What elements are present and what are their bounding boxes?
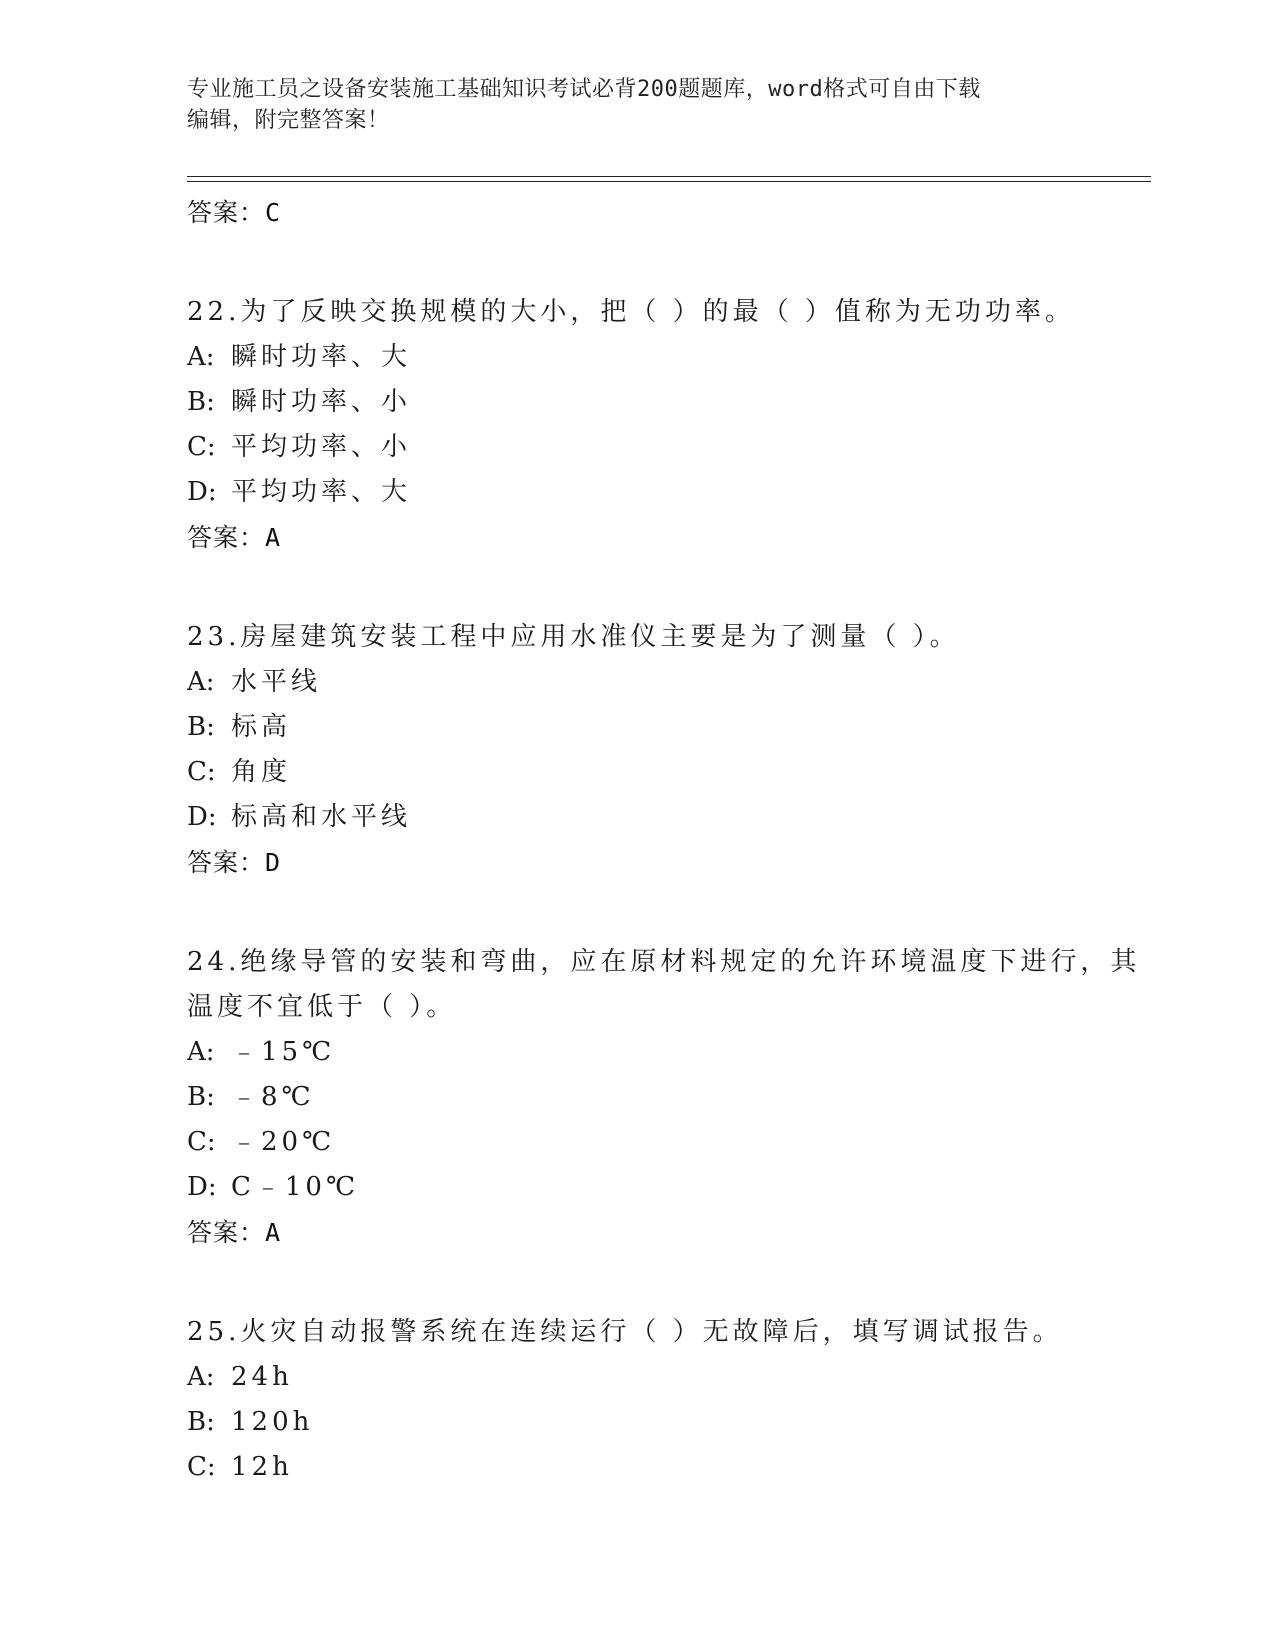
option-text: 24h <box>231 1362 293 1392</box>
option-c <box>187 1445 1147 1490</box>
option-label: C: <box>187 757 216 787</box>
option-c <box>187 425 1147 470</box>
option-text: 120h <box>231 1407 314 1437</box>
option-c <box>187 1120 1147 1165</box>
option-text: 瞬时功率、小 <box>231 387 412 417</box>
question-text: 22.为了反映交换规模的大小，把（ ）的最（ ）值称为无功功率。 <box>187 297 1075 327</box>
option-text: ﹣15℃ <box>231 1037 336 1067</box>
answer-line: 答案：C <box>187 198 282 227</box>
option-text: 瞬时功率、大 <box>231 342 412 372</box>
option-a <box>187 1030 1147 1075</box>
option-b <box>187 1075 1147 1120</box>
option-label: A: <box>187 667 215 697</box>
option-c <box>187 750 1147 795</box>
question-text: 25.火灾自动报警系统在连续运行（ ）无故障后，填写调试报告。 <box>187 1317 1063 1347</box>
option-label: B: <box>187 1407 215 1437</box>
option-text: 标高和水平线 <box>231 802 412 832</box>
option-text: C﹣10℃ <box>231 1172 360 1202</box>
option-text: 12h <box>231 1452 293 1482</box>
header-divider-top <box>187 176 1151 177</box>
option-label: B: <box>187 387 215 417</box>
option-d <box>187 1165 1147 1210</box>
option-label: A: <box>187 1037 215 1067</box>
option-d <box>187 795 1147 840</box>
question-text: 24.绝缘导管的安装和弯曲，应在原材料规定的允许环境温度下进行，其温度不宜低于（ ）。 <box>187 947 1141 1022</box>
option-label: A: <box>187 342 215 372</box>
option-label: B: <box>187 712 215 742</box>
header-line-1: 专业施工员之设备安装施工基础知识考试必背200题题库，word格式可自由下载 <box>187 77 981 102</box>
option-b <box>187 380 1147 425</box>
option-a <box>187 335 1147 380</box>
option-label: A: <box>187 1362 215 1392</box>
question-text: 23.房屋建筑安装工程中应用水准仪主要是为了测量（ ）。 <box>187 622 960 652</box>
option-b <box>187 1400 1147 1445</box>
option-label: B: <box>187 1082 215 1112</box>
option-text: 水平线 <box>231 667 322 697</box>
option-b <box>187 705 1147 750</box>
option-text: 平均功率、小 <box>231 432 412 462</box>
header-line-2: 编辑，附完整答案！ <box>187 108 390 133</box>
answer-line: 答案：A <box>187 523 282 552</box>
option-a <box>187 1355 1147 1400</box>
document-header <box>187 74 1067 136</box>
option-text: ﹣20℃ <box>231 1127 336 1157</box>
option-text: ﹣8℃ <box>231 1082 315 1112</box>
option-label: D: <box>187 1172 217 1202</box>
question-list <box>187 190 1147 1490</box>
option-label: D: <box>187 802 217 832</box>
answer-line: 答案：D <box>187 848 282 877</box>
option-label: D: <box>187 477 217 507</box>
option-label: C: <box>187 1452 216 1482</box>
option-text: 平均功率、大 <box>231 477 412 507</box>
answer-line: 答案：A <box>187 1218 282 1247</box>
option-label: C: <box>187 432 216 462</box>
option-text: 标高 <box>231 712 292 742</box>
option-a <box>187 660 1147 705</box>
header-divider-bottom <box>187 181 1151 182</box>
option-label: C: <box>187 1127 216 1157</box>
option-d <box>187 470 1147 515</box>
option-text: 角度 <box>231 757 292 787</box>
